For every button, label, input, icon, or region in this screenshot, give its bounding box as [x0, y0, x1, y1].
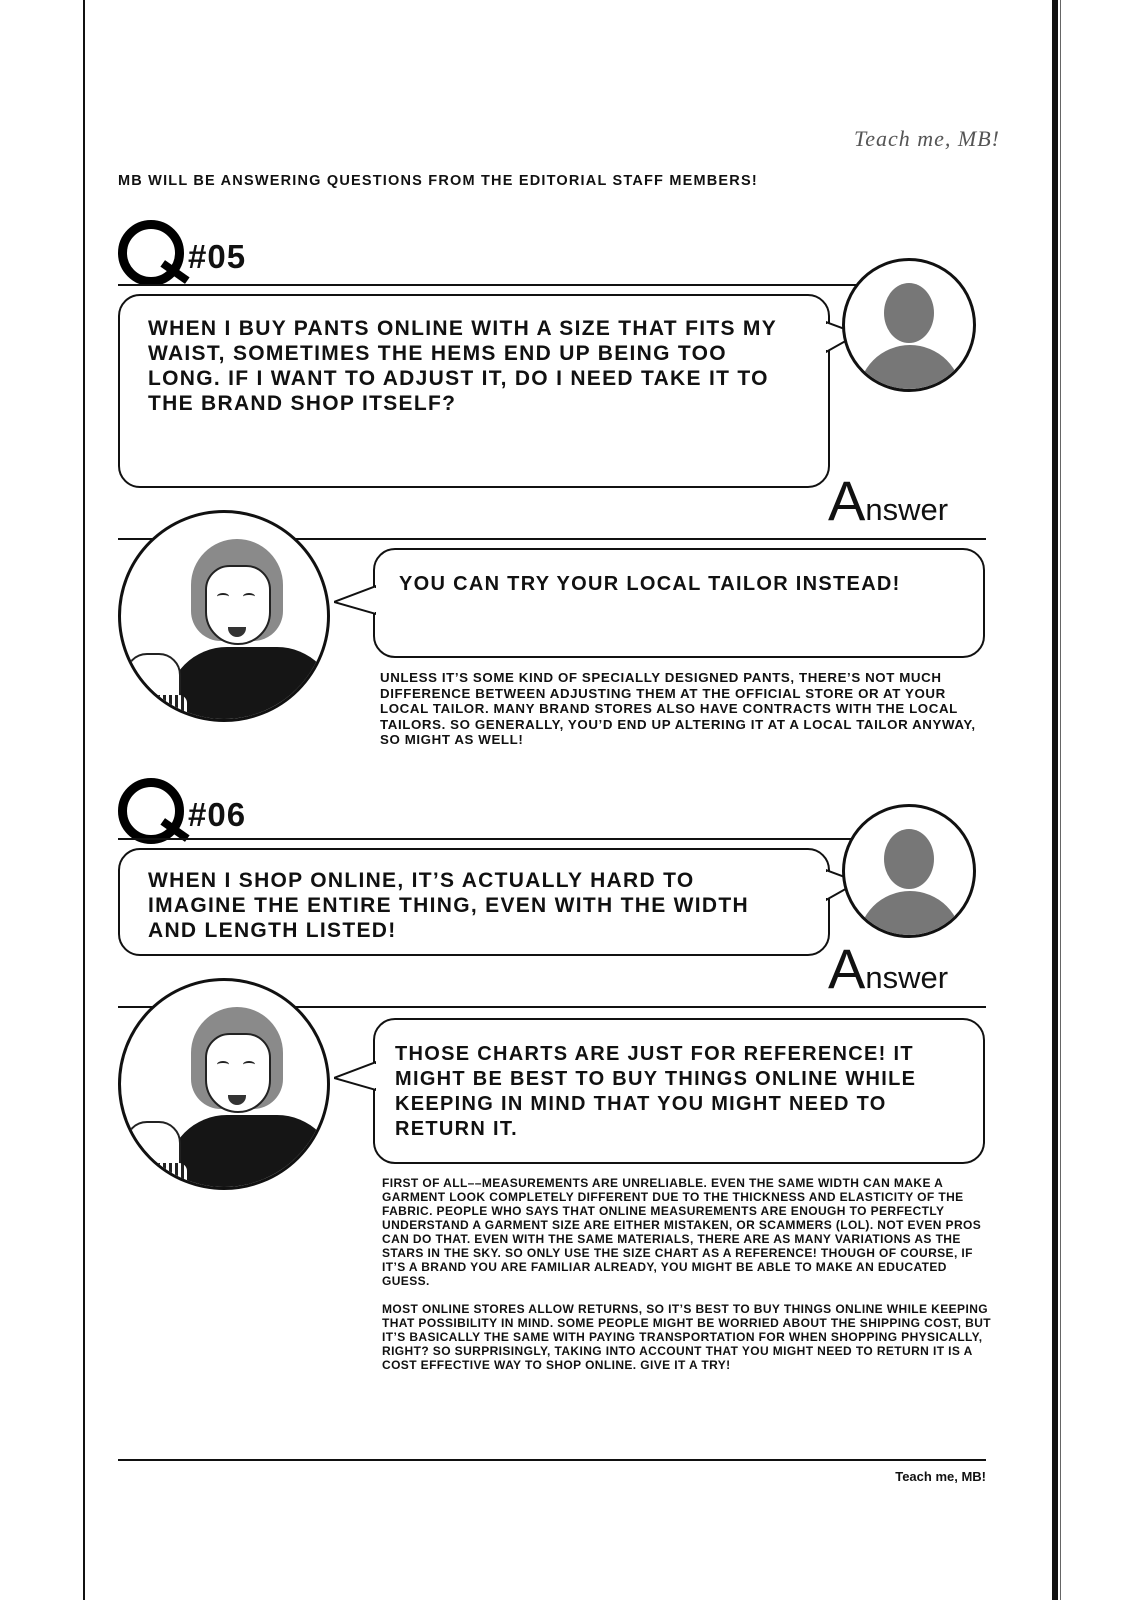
mb-portrait-illustration: [118, 978, 330, 1190]
answer-label: [828, 468, 948, 533]
page-left-edge: [83, 0, 85, 1600]
avatar-body: [858, 345, 962, 392]
mb-eye: [217, 1061, 229, 1068]
avatar-body: [858, 891, 962, 938]
answer-headline: THOSE CHARTS ARE JUST FOR REFERENCE! IT MIGHT BE BEST TO BUY THINGS ONLINE WHILE KEEPING IN MIND THAT YOU MIGHT NEED TO RETURN IT.: [395, 1043, 917, 1140]
avatar-head: [884, 829, 934, 889]
answer-bubble-tail: [334, 1058, 376, 1098]
answer-initial: A: [828, 937, 866, 1000]
mb-sleeve: [139, 695, 187, 722]
page-right-edge-shadow: [1060, 0, 1061, 1600]
mb-coat: [167, 647, 330, 722]
question-bubble-06: [118, 848, 830, 956]
question-number: #05: [188, 238, 247, 275]
mb-sleeve: [139, 1163, 187, 1190]
answer-bubble-05: [373, 548, 985, 658]
answer-headline: YOU CAN TRY YOUR LOCAL TAILOR INSTEAD!: [399, 573, 901, 595]
question-divider: [118, 838, 878, 840]
footer-title: Teach me, MB!: [895, 1469, 986, 1484]
footer-divider: [118, 1459, 986, 1461]
answer-detail-paragraph: MOST ONLINE STORES ALLOW RETURNS, SO IT’S BEST TO BUY THINGS ONLINE WHILE KEEPING THAT POSSIBILITY IN MIND. SOME PEOPLE MIGHT BE WORRIED ABOUT THE SHIPPING COST, BUT IT’S BASICALLY THE SAME WITH PAYING TRANSPORTATION FOR WHEN SHOPPING PHYSICALLY, RIGHT? SO SURPRISINGLY, TAKING INTO ACCOUNT THAT YOU MIGHT NEED TO RETURN IT IS A COST EFFECTIVE WAY TO SHOP ONLINE. GIVE IT A TRY!: [382, 1302, 992, 1372]
answer-bubble-06: [373, 1018, 985, 1164]
answer-bubble-tail: [334, 582, 376, 622]
mb-portrait-illustration: [118, 510, 330, 722]
mb-coat: [167, 1115, 330, 1190]
answer-rest: nswer: [865, 960, 949, 995]
question-text: WHEN I BUY PANTS ONLINE WITH A SIZE THAT FITS MY WAIST, SOMETIMES THE HEMS END UP BEING TOO LONG. IF I WANT TO ADJUST IT, DO I NEED TAKE IT TO THE BRAND SHOP ITSELF?: [148, 317, 777, 415]
question-number: #06: [188, 796, 247, 833]
question-bubble-05: [118, 294, 830, 488]
avatar-head: [884, 283, 934, 343]
page-right-edge: [1052, 0, 1058, 1600]
mb-eye: [243, 593, 255, 600]
answer-label: [828, 936, 948, 1001]
staff-avatar-icon: [842, 804, 976, 938]
question-divider: [118, 284, 878, 286]
intro-text: MB WILL BE ANSWERING QUESTIONS FROM THE EDITORIAL STAFF MEMBERS!: [118, 173, 758, 189]
question-text: WHEN I SHOP ONLINE, IT’S ACTUALLY HARD TO IMAGINE THE ENTIRE THING, EVEN WITH THE WIDTH AND LENGTH LISTED!: [148, 869, 749, 942]
answer-initial: A: [828, 469, 866, 532]
answer-detail-block: [382, 1176, 992, 1386]
mb-eye: [243, 1061, 255, 1068]
mb-eye: [217, 593, 229, 600]
answer-rest: nswer: [865, 492, 949, 527]
staff-avatar-icon: [842, 258, 976, 392]
answer-detail-paragraph: FIRST OF ALL––MEASUREMENTS ARE UNRELIABLE. EVEN THE SAME WIDTH CAN MAKE A GARMENT LOOK COMPLETELY DIFFERENT DUE TO THE THICKNESS AND ELASTICITY OF THE FABRIC. PEOPLE WHO SAYS THAT ONLINE MEASUREMENTS ARE ENOUGH TO PERFECTLY UNDERSTAND A GARMENT SIZE ARE EITHER MISTAKEN, OR SCAMMERS (LOL). NOT EVEN PROS CAN DO THAT. EVEN WITH THE SAME MATERIALS, THERE ARE AS MANY VARIATIONS AS THE STARS IN THE SKY. SO ONLY USE THE SIZE CHART AS A REFERENCE! THOUGH OF COURSE, IF IT’S A BRAND YOU ARE FAMILIAR ALREADY, YOU MIGHT BE ABLE TO MAKE AN EDUCATED GUESS.: [382, 1176, 982, 1288]
header-title: Teach me, MB!: [854, 126, 1000, 151]
answer-detail: UNLESS IT’S SOME KIND OF SPECIALLY DESIGNED PANTS, THERE’S NOT MUCH DIFFERENCE BETWEEN ADJUSTING THEM AT THE OFFICIAL STORE OR AT YOUR LOCAL TAILOR. MANY BRAND STORES ALSO HAVE CONTRACTS WITH THE LOCAL TAILORS. SO GENERALLY, YOU’D END UP ALTERING IT AT A LOCAL TAILOR ANYWAY, SO MIGHT AS WELL!: [380, 670, 976, 747]
